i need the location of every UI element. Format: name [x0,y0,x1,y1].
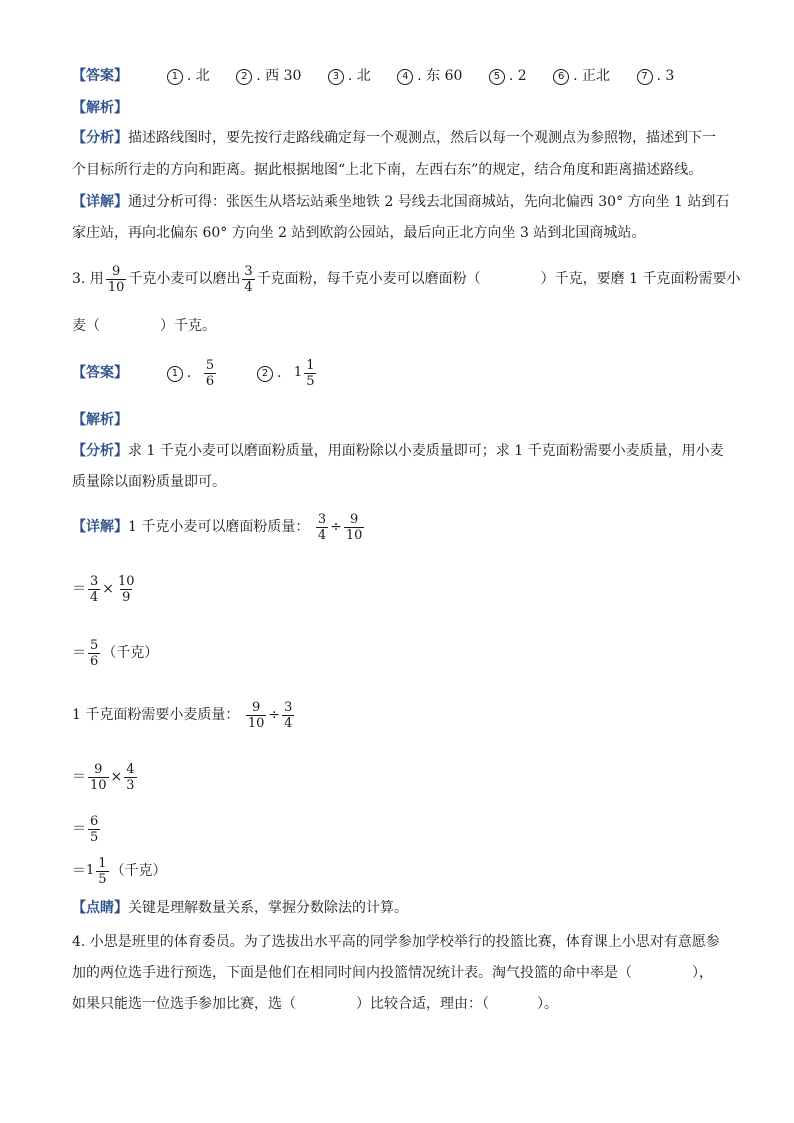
circled-number: 1 [167,366,183,382]
denominator: 5 [98,871,107,887]
answer-text: . 西 30 [256,68,302,84]
denominator: 3 [126,777,135,793]
q3-text: 麦（ [72,318,100,334]
answer-text: . 北 [186,68,210,84]
circled-number: 1 [167,69,183,85]
fenxi-line [72,128,716,148]
numerator: 5 [205,357,215,373]
fraction [304,358,316,389]
analysis-tag: 【解析】 [72,100,128,116]
circled-number: 5 [489,69,505,85]
fraction [88,574,100,605]
xiangjie-tag: 【详解】 [72,519,128,535]
numerator: 1 [306,357,315,373]
denominator: 10 [345,527,363,543]
denominator: 4 [284,715,293,731]
fraction [96,856,108,887]
numerator: 10 [118,573,135,589]
equals-sign: ＝ [72,769,86,785]
equation-line [72,572,139,606]
denominator: 10 [247,715,265,731]
whole-number: 1 [293,365,303,380]
equation-line [72,854,167,888]
fenxi-line-2: 个目标所行走的方向和距离。据此根据地图“上北下南，左西右东”的规定，结合角度和距离描述路线。 [72,162,703,178]
whole-number: 1 [86,863,95,878]
circled-number: 2 [257,366,273,382]
answer-item [328,66,371,86]
analysis-heading [72,98,128,118]
unit-label: （千克） [110,863,167,879]
q4-text: 如果只能选一位选手参加比赛，选（ [72,996,296,1012]
circled-number: 2 [236,69,252,85]
denominator: 5 [90,829,99,845]
circled-number: 4 [397,69,413,85]
circled-number: 7 [637,69,653,85]
fraction [204,358,216,389]
answer-item [637,66,675,86]
answer-dot: . [277,365,282,381]
numerator: 9 [251,699,261,715]
question-4-line-2 [72,963,713,983]
answer-dot: . [186,365,192,381]
fraction [88,638,100,669]
equation-line [72,698,296,732]
q4-text: ）。 [537,996,558,1012]
numerator: 3 [244,263,253,279]
equation-line [72,760,139,794]
xiangjie-line-2: 家庄站，再向北偏东 60° 方向坐 2 站到欧韵公园站，最后向正北方向坐 3 站到北国商城站。 [72,225,646,241]
fraction [242,264,254,295]
fraction [282,700,294,731]
q4-text: 加的两位选手进行预选，下面是他们在相同时间内投篮情况统计表。淘气投篮的命中率是（ [72,965,632,981]
numerator: 3 [284,699,293,715]
q3-text: ）千克，要磨 1 千克面粉需要小 [540,271,741,287]
fenxi-line [72,441,724,461]
fenxi-line-2: 质量除以面粉质量即可。 [72,474,226,490]
question-4-line-1: 4. 小思是班里的体育委员。为了选拔出水平高的同学参加学校举行的投篮比赛，体育课上小思对有意愿参 [72,934,720,950]
q4-text: ）， [692,965,713,981]
q3-text: ）千克。 [160,318,216,334]
answer-text: . 正北 [573,68,611,84]
equation-line [72,812,102,846]
fenxi-tag: 【分析】 [72,443,128,459]
answer-text: . 3 [656,68,675,84]
analysis-tag: 【解析】 [72,412,128,428]
denominator: 4 [244,279,253,295]
answer-text: . 2 [508,68,527,84]
fraction [106,264,127,295]
fenxi-text: 求 1 千克小麦可以磨面粉质量，用面粉除以小麦质量即可；求 1 千克面粉需要小麦质量，用小麦 [128,443,724,459]
fraction [88,814,100,845]
numerator: 4 [126,761,135,777]
operator: × [102,581,115,597]
q4-text: ）比较合适，理由：（ [356,996,489,1012]
xiangjie-line [72,510,366,544]
denominator: 4 [90,589,99,605]
numerator: 3 [317,511,327,527]
answer-item [167,66,210,86]
answer-text: . 东 60 [417,68,463,84]
equals-sign: ＝ [72,863,86,879]
numerator: 6 [90,813,99,829]
fraction [116,574,137,605]
denominator: 10 [107,279,125,295]
answer-text: . 北 [347,68,371,84]
denominator: 5 [306,373,315,389]
denominator: 6 [90,653,99,669]
answer-tag: 【答案】 [72,365,128,381]
dianjing-line [72,898,408,918]
numerator: 9 [349,511,359,527]
answer-row [72,66,696,86]
numerator: 9 [94,761,103,777]
answer-item [553,66,610,86]
question-4-line-3 [72,994,558,1014]
analysis-heading [72,410,128,430]
xiangjie-text: 通过分析可得：张医生从塔坛站乘坐地铁 2 号线去北国商城站，先向北偏西 30° 方向坐 1 站到石 [128,194,730,210]
q3-answer-row [72,356,318,390]
xiangjie-line [72,192,729,212]
fenxi-text: 描述路线图时，要先按行走路线确定每一个观测点，然后以每一个观测点为参照物，描述到下一 [128,130,716,146]
operator: ÷ [268,707,281,723]
equals-sign: ＝ [72,581,86,597]
answer-item [489,66,527,86]
step-text: 1 千克面粉需要小麦质量： [72,707,240,723]
operator: ÷ [330,519,342,535]
dianjing-tag: 【点睛】 [72,900,128,916]
q3-prefix: 3. 用 [72,271,104,287]
answer-item [236,66,301,86]
answer-item [397,66,462,86]
circled-number: 6 [553,69,569,85]
equation-line [72,636,158,670]
fraction [124,762,136,793]
dianjing-text: 关键是理解数量关系，掌握分数除法的计算。 [128,900,408,916]
xiangjie-text: 1 千克小麦可以磨面粉质量： [128,519,310,535]
fraction [88,762,109,793]
q3-text: 千克面粉，每千克小麦可以磨面粉（ [256,271,481,287]
answer-tag: 【答案】 [72,68,128,84]
denominator: 6 [205,373,215,389]
q3-text: 千克小麦可以磨出 [128,271,241,287]
circled-number: 3 [328,69,344,85]
xiangjie-tag: 【详解】 [72,194,128,210]
denominator: 10 [90,777,107,793]
denominator: 9 [122,589,131,605]
fraction [344,512,365,543]
question-3-line-2 [72,316,216,336]
numerator: 3 [90,573,99,589]
denominator: 4 [317,527,327,543]
fraction [246,700,267,731]
operator: × [110,769,123,785]
numerator: 5 [90,637,99,653]
numerator: 1 [98,855,107,871]
equals-sign: ＝ [72,645,86,661]
numerator: 9 [111,263,121,279]
question-3-line-1 [72,262,740,296]
fenxi-tag: 【分析】 [72,130,128,146]
fraction [316,512,328,543]
unit-label: （千克） [102,645,159,661]
equals-sign: ＝ [72,821,86,837]
